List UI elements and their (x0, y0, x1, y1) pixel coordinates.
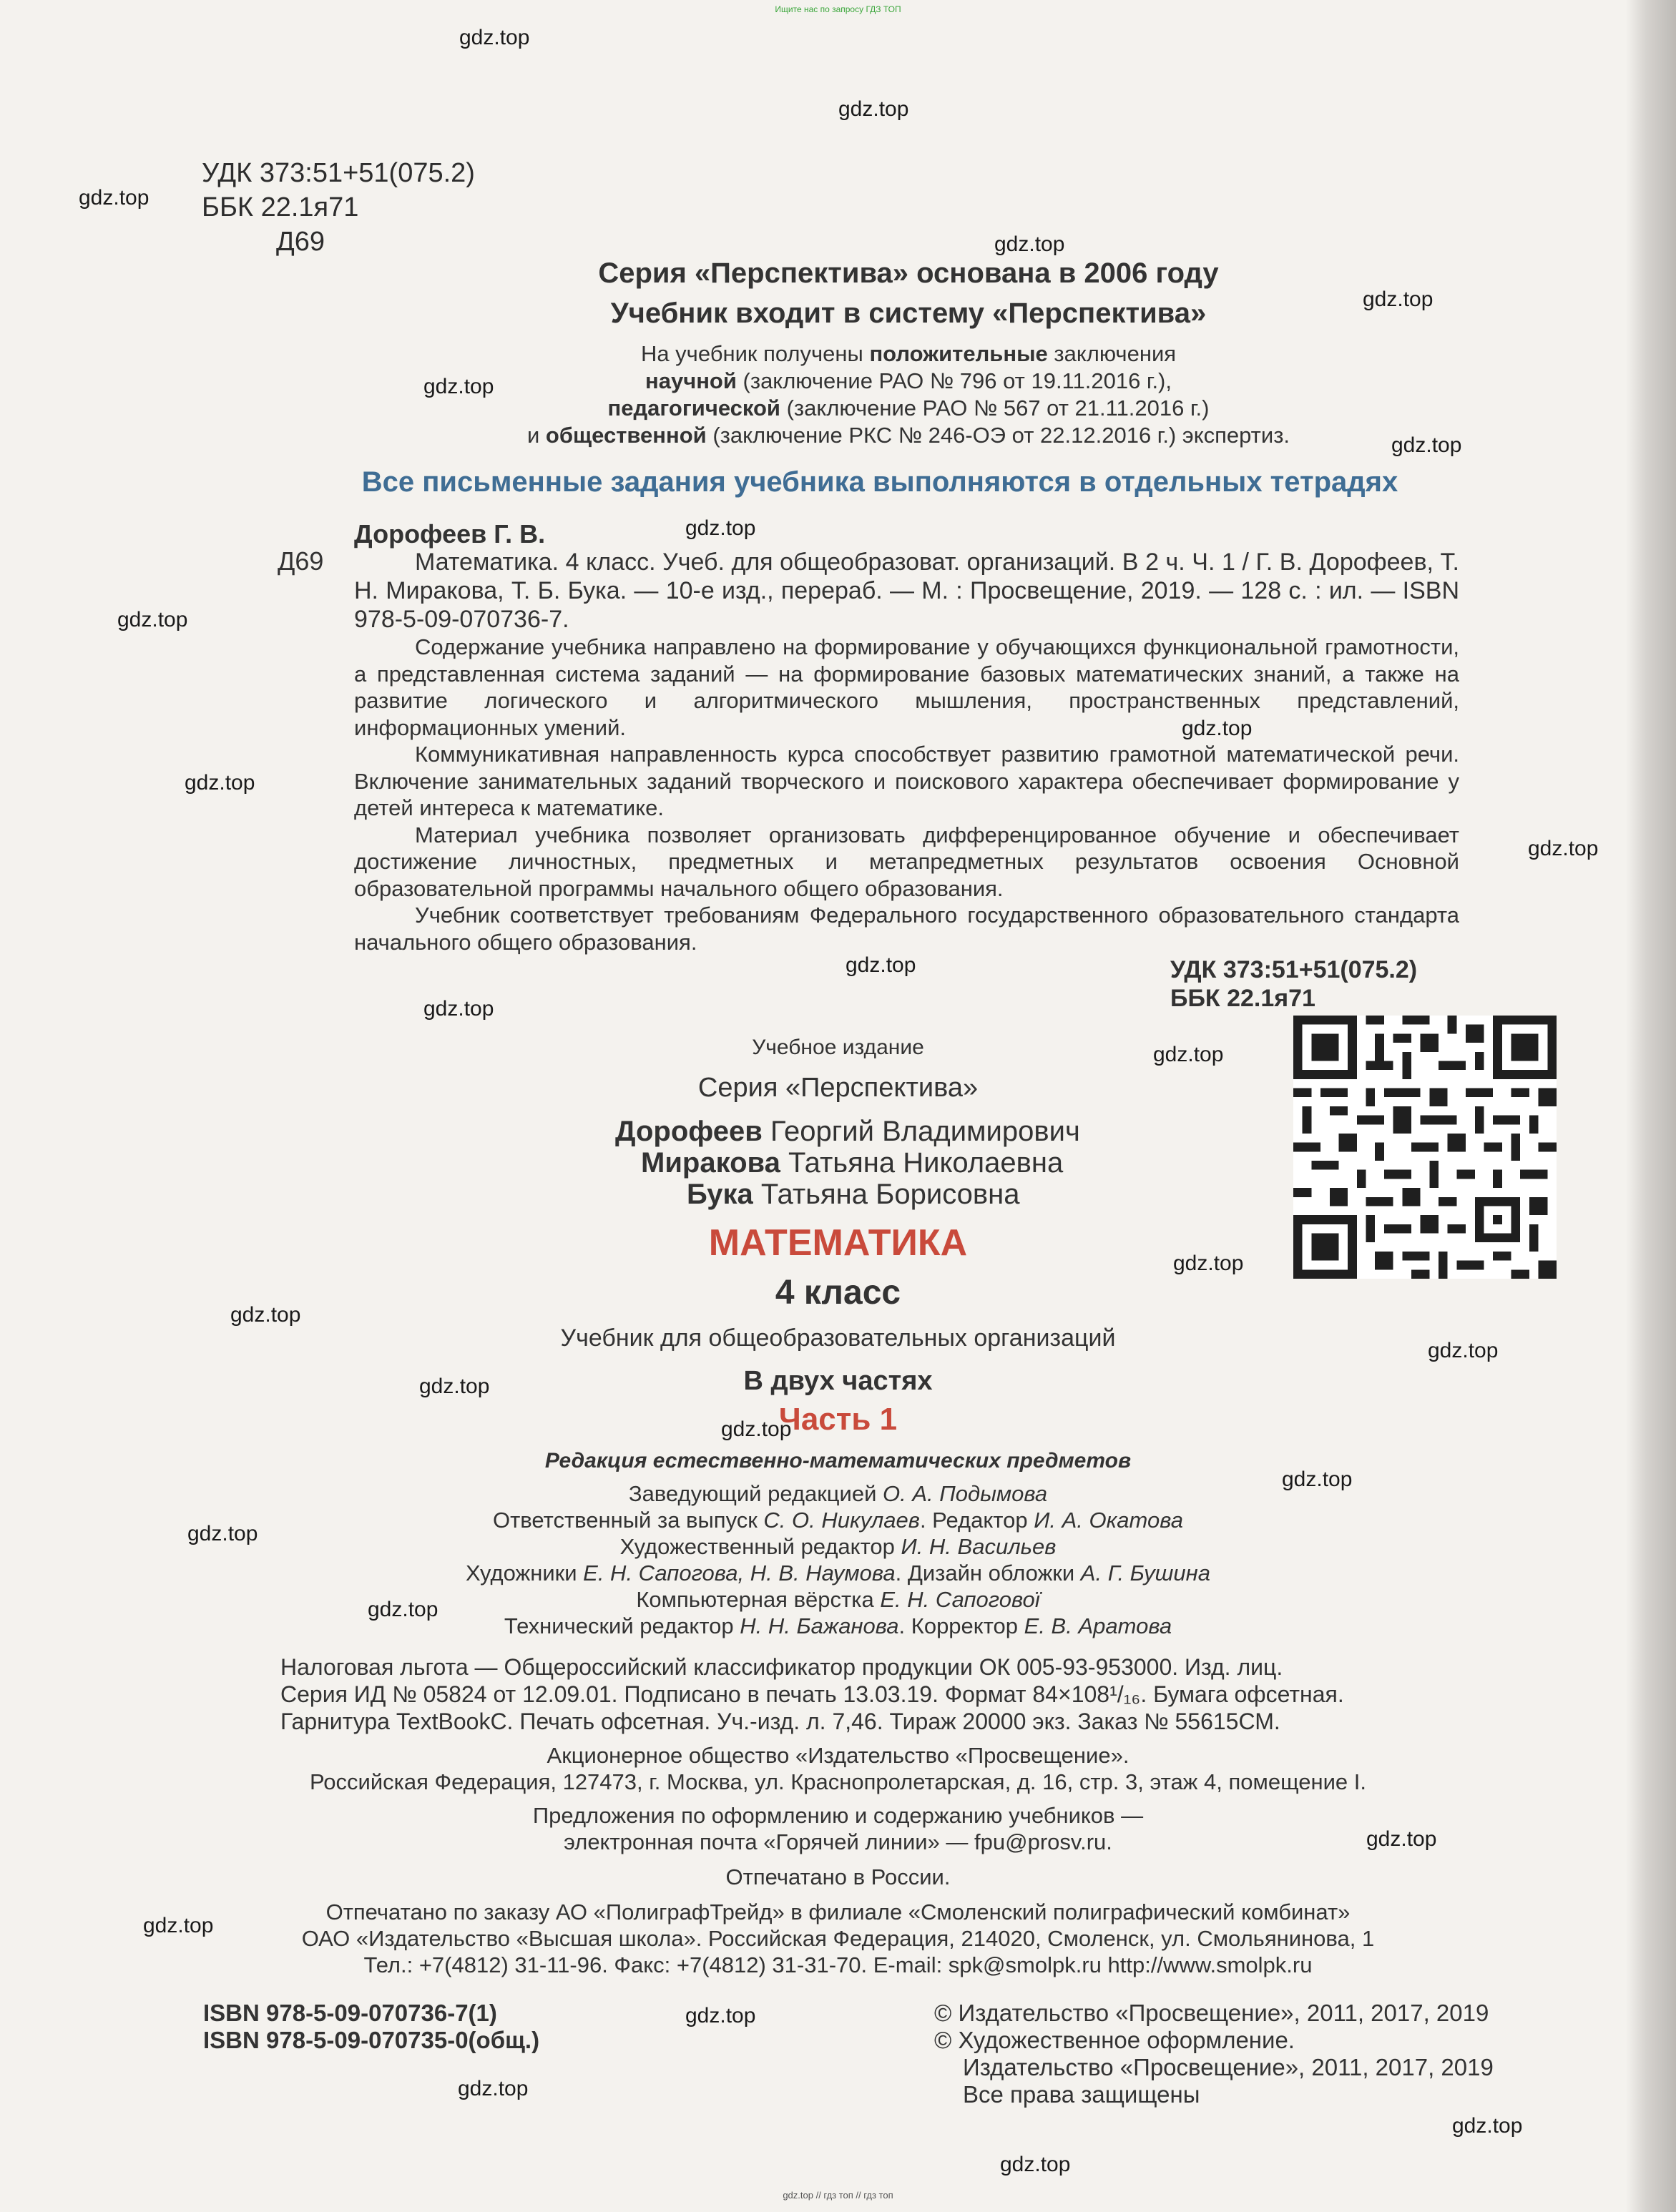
annotation-paragraph: Содержание учебника направлено на формирование у обучающихся функциональной грамотности, а представленная система заданий — на формирование базовых математических знаний, а также на развитие логического и алгоритмического мышления, пространственных представлений, информационных умений. (354, 634, 1459, 740)
bbk-label: ББК (202, 192, 254, 222)
printer-contacts[interactable]: Тел.: +7(4812) 31-11-96. Факс: +7(4812) 31-31-70. E-mail: spk@smolpk.ru http://www.smolpk.ru (363, 1952, 1313, 1977)
watermark-site: gdz.top (1182, 717, 1253, 740)
catalog-author: Дорофеев Г. В. (354, 519, 546, 549)
staff-line: Художественный редактор И. Н. Васильев (619, 1534, 1057, 1559)
watermark-site: gdz.top (423, 997, 494, 1021)
notebook-notice: Все письменные задания учебника выполняются в отдельных тетрадях (361, 466, 1398, 498)
book-subtitle: Учебник для общеобразовательных организаций (560, 1324, 1116, 1352)
author-3 (687, 1179, 1020, 1211)
bbk-value: 22.1я71 (260, 192, 359, 222)
author-code: Д69 (276, 227, 325, 257)
catalog-bbk: ББК 22.1я71 (1170, 985, 1315, 1012)
rights-reserved: Все права защищены (963, 2081, 1200, 2108)
watermark-site: gdz.top (1173, 1252, 1244, 1275)
author-names: Татьяна Борисовна (760, 1179, 1020, 1210)
staff-line: Ответственный за выпуск С. О. Никулаев. Редактор И. А. Окатова (492, 1508, 1183, 1533)
series-system: Учебник входит в систему «Перспектива» (610, 298, 1207, 329)
staff-line: Художники Е. Н. Сапогова, Н. В. Наумова. Дизайн обложки А. Г. Бушина (466, 1560, 1210, 1586)
watermark-site: gdz.top (1366, 1827, 1437, 1851)
copyright-line: Издательство «Просвещение», 2011, 2017, 2019 (963, 2054, 1494, 2080)
book-title: МАТЕМАТИКА (708, 1222, 968, 1264)
staff-line: Компьютерная вёрстка Е. Н. Сапогової (636, 1587, 1040, 1612)
suggestions-line: Предложения по оформлению и содержанию учебников — (532, 1803, 1144, 1828)
bbk-line (202, 190, 475, 225)
watermark-site: gdz.top (1428, 1339, 1499, 1362)
watermark-site: gdz.top (721, 1417, 792, 1441)
author-2 (641, 1147, 1063, 1179)
copyright-line: © Художественное оформление. (934, 2027, 1295, 2053)
book-grade: 4 класс (775, 1274, 901, 1312)
watermark-site: gdz.top (1363, 287, 1434, 311)
edition-series: Серия «Перспектива» (697, 1073, 979, 1103)
printer-line: ОАО «Издательство «Высшая школа». Российская Федерация, 214020, Смоленск, ул. Смольянинова, 1 (301, 1926, 1375, 1951)
watermark-site: gdz.top (1282, 1468, 1353, 1491)
udk-label: УДК (202, 158, 253, 188)
editorial-department: Редакция естественно-математических предметов (544, 1449, 1132, 1473)
watermark-site: gdz.top (838, 97, 909, 121)
watermark-site: gdz.top (1452, 2114, 1523, 2138)
udk-bbk-block (202, 156, 475, 259)
watermark-site: gdz.top (685, 2004, 756, 2027)
staff-list (0, 1480, 1676, 1639)
book-parts: В двух частях (743, 1366, 933, 1396)
printer-line: Отпечатано по заказу АО «ПолиграфТрейд» в филиале «Смоленский полиграфический комбинат» (325, 1899, 1351, 1925)
staff-line: Заведующий редакцией О. А. Подымова (628, 1481, 1048, 1506)
watermark-banner-bottom[interactable]: gdz.top // гдз топ // гдз топ (783, 2190, 893, 2201)
hotline-email[interactable]: электронная почта «Горячей линии» — fpu@prosv.ru. (564, 1829, 1112, 1854)
edition-type: Учебное издание (752, 1036, 924, 1059)
publisher-info (0, 1742, 1676, 1978)
watermark-site: gdz.top (143, 1914, 214, 1937)
catalog-code: Д69 (278, 546, 324, 576)
print-spec-line: Гарнитура TextBookC. Печать офсетная. Уч.-изд. л. 7,46. Тираж 20000 экз. Заказ № 55615СМ. (280, 1709, 1280, 1734)
author-surname: Миракова (641, 1147, 780, 1179)
print-specs (280, 1653, 1344, 1735)
series-founded: Серия «Перспектива» основана в 2006 году (598, 257, 1219, 289)
review-line-1: На учебник получены положительные заключения (640, 341, 1177, 366)
copyright-block (934, 2000, 1494, 2108)
watermark-site: gdz.top (459, 26, 530, 49)
isbn-total: ISBN 978-5-09-070735-0(общ.) (203, 2027, 540, 2053)
print-spec-line: Серия ИД № 05824 от 12.09.01. Подписано в печать 13.03.19. Формат 84×108¹/₁₆. Бумага офсетная. (280, 1681, 1344, 1707)
watermark-site: gdz.top (79, 186, 150, 210)
isbn-part: ISBN 978-5-09-070736-7(1) (203, 2000, 497, 2026)
author-surname: Дорофеев (615, 1116, 763, 1147)
watermark-site: gdz.top (1000, 2153, 1071, 2176)
publisher-name: Акционерное общество «Издательство «Просвещение». (547, 1743, 1129, 1768)
author-names: Татьяна Николаевна (788, 1147, 1064, 1179)
watermark-site: gdz.top (187, 1522, 258, 1545)
review-line-4: и общественной (заключение РКС № 246-ОЭ от 22.12.2016 г.) экспертиз. (526, 423, 1290, 448)
catalog-description: Математика. 4 класс. Учеб. для общеобразоват. организаций. В 2 ч. Ч. 1 / Г. В. Дорофеев, Т. Н. Миракова, Т. Б. Бука. — 10-е изд., перераб. — М. : Просвещение, 2019. — 128 с. : ил. — ISBN 978-5-09-070736-7. (354, 549, 1459, 633)
annotation (354, 634, 1459, 955)
watermark-site: gdz.top (994, 232, 1065, 256)
watermark-site: gdz.top (423, 375, 494, 398)
watermark-site: gdz.top (1153, 1043, 1224, 1066)
watermark-site: gdz.top (458, 2077, 529, 2100)
publisher-address: Российская Федерация, 127473, г. Москва, ул. Краснопролетарская, д. 16, стр. 3, этаж 4, помещение I. (309, 1769, 1366, 1794)
print-spec-line: Налоговая льгота — Общероссийский классификатор продукции ОК 005-93-953000. Изд. лиц. (280, 1654, 1283, 1680)
watermark-site: gdz.top (1391, 433, 1462, 457)
author-surname: Бука (687, 1179, 753, 1210)
watermark-site: gdz.top (117, 608, 188, 631)
watermark-site: gdz.top (185, 771, 255, 795)
watermark-site: gdz.top (685, 516, 756, 540)
annotation-paragraph: Материал учебника позволяет организовать дифференцированное обучение и обеспечивает достижение личностных, предметных и метапредметных результатов освоения Основной образовательной программы начального общего образования. (354, 822, 1459, 901)
author-names: Георгий Владимирович (770, 1116, 1080, 1147)
udk-line (202, 156, 475, 190)
catalog-udk: УДК 373:51+51(075.2) (1170, 956, 1418, 983)
watermark-site: gdz.top (1528, 837, 1599, 860)
author-1 (615, 1116, 1080, 1148)
annotation-paragraph: Учебник соответствует требованиям Федерального государственного образовательного стандарта начального общего образования. (354, 903, 1459, 955)
book-part: Часть 1 (778, 1402, 898, 1437)
watermark-site: gdz.top (846, 953, 916, 977)
watermark-site: gdz.top (419, 1375, 490, 1398)
watermark-site: gdz.top (230, 1303, 301, 1327)
catalog-udk-bbk (1170, 955, 1417, 1013)
watermark-banner-top[interactable]: Ищите нас по запросу ГДЗ ТОП (775, 4, 901, 14)
annotation-paragraph: Коммуникативная направленность курса способствует развитию грамотной математической речи. Включение занимательных заданий творческого и поискового характера обеспечивает формирование у детей интереса к математике. (354, 742, 1459, 820)
copyright-line: © Издательство «Просвещение», 2011, 2017, 2019 (934, 2000, 1489, 2026)
watermark-site: gdz.top (368, 1598, 438, 1621)
review-line-2: научной (заключение РАО № 796 от 19.11.2016 г.), (645, 368, 1172, 393)
staff-line: Технический редактор Н. Н. Бажанова. Корректор Е. В. Аратова (504, 1613, 1172, 1638)
udk-value: 373:51+51(075.2) (259, 158, 475, 188)
printed-in: Отпечатано в России. (725, 1864, 951, 1889)
isbn-block (203, 2000, 539, 2054)
review-line-3: педагогической (заключение РАО № 567 от 21.11.2016 г.) (607, 395, 1210, 421)
